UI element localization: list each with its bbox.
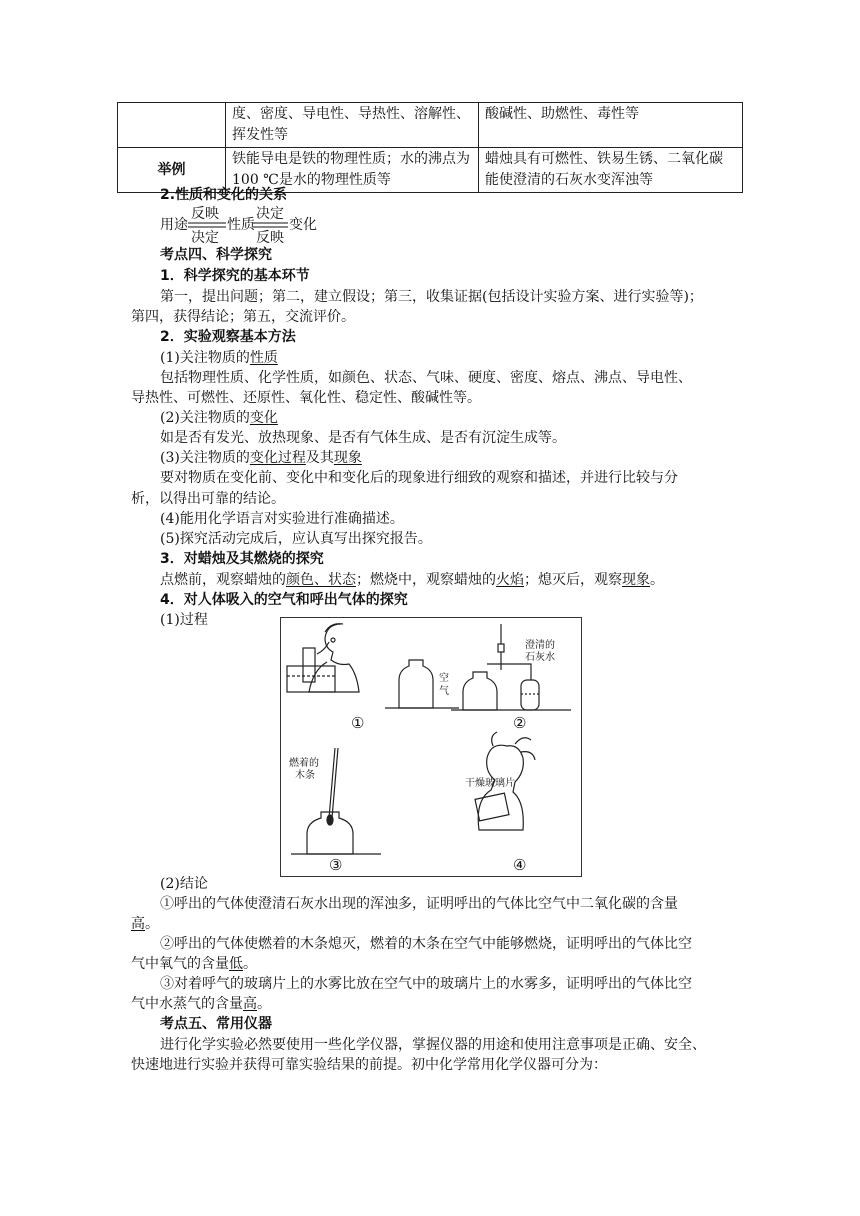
section-heading: 2.性质和变化的关系 [160, 187, 288, 203]
properties-table [117, 102, 743, 193]
s3-text-b: ；燃烧中，观察蜡烛的 [356, 572, 496, 588]
conclusion-label: (2)结论 [160, 876, 208, 892]
p2-heading [160, 408, 278, 428]
p3-heading [160, 448, 362, 468]
kd5-line1: 进行化学实验必然要使用一些化学仪器，掌握仪器的用途和使用注意事项是正确、安全、 [160, 1037, 706, 1053]
s3-title: 3．对蜡烛及其燃烧的探究 [160, 551, 324, 567]
physical-cell: 度、密度、导电性、导热性、溶解性、挥发性等 [226, 103, 479, 148]
chemical-cell: 蜡烛具有可燃性、铁易生锈、二氧化碳能使澄清的石灰水变浑浊等 [479, 148, 743, 193]
s1-line1: 第一，提出问题；第二，建立假设；第三，收集证据(包括设计实验方案、进行实验等)； [160, 289, 703, 305]
physical-cell: 铁能导电是铁的物理性质；水的沸点为100 ℃是水的物理性质等 [226, 148, 479, 193]
p1-prefix: (1)关注物质的 [160, 350, 250, 366]
relation-reflect-top: 反映 [191, 206, 219, 222]
c2-line1: ②呼出的气体使燃着的木条熄灭，燃着的木条在空气中能够燃烧，证明呼出的气体比空 [160, 936, 692, 952]
c3-pre: 气中水蒸气的含量 [131, 996, 243, 1012]
kd4-title: 考点四、科学探究 [160, 247, 272, 263]
s3-text-a: 点燃前，观察蜡烛的 [160, 572, 286, 588]
limewater-label-2: 石灰水 [525, 652, 555, 663]
s1-line2: 第四，获得结论；第五，交流评价。 [131, 309, 355, 325]
limewater-label-1: 澄清的 [525, 640, 555, 651]
p3-underline-1: 变化过程 [249, 450, 306, 466]
c2-line2 [131, 954, 257, 974]
relation-reflect-bottom: 反映 [256, 230, 284, 246]
air-label: 空气 [439, 673, 449, 697]
p5: (5)探究活动完成后，应认真写出探究报告。 [160, 531, 432, 547]
p3-prefix: (3)关注物质的 [160, 450, 250, 466]
c1-underline: 高 [131, 916, 145, 932]
s3-underline-2: 火焰 [496, 572, 524, 588]
panel-number-4: ④ [513, 856, 527, 874]
relation-diagram [160, 203, 340, 247]
s3-text-c: ；熄灭后，观察 [524, 572, 622, 588]
table-row [118, 103, 743, 148]
c3-underline: 高 [243, 996, 257, 1012]
c3-end: 。 [257, 996, 271, 1012]
stick-label-2: 木条 [295, 770, 315, 781]
c3-line2 [131, 994, 271, 1014]
c2-pre: 气中氧气的含量 [131, 956, 229, 972]
s4-title: 4．对人体吸入的空气和呼出气体的探究 [160, 592, 408, 608]
relation-decide-top: 决定 [256, 206, 284, 222]
panel-number-1: ① [351, 714, 365, 732]
p2-prefix: (2)关注物质的 [160, 410, 250, 426]
process-label: (1)过程 [160, 612, 208, 628]
c1-line1: ①呼出的气体使澄清石灰水出现的浑浊多，证明呼出的气体比空气中二氧化碳的含量 [160, 896, 678, 912]
stick-label-1: 燃着的 [289, 758, 319, 769]
p1-underline: 性质 [249, 350, 278, 366]
kd5-line2: 快速地进行实验并获得可靠实验结果的前提。初中化学常用化学仪器可分为： [131, 1057, 607, 1073]
p3-mid: 及其 [305, 450, 334, 466]
panel-number-3: ③ [329, 856, 343, 874]
p4: (4)能用化学语言对实验进行准确描述。 [160, 511, 404, 527]
experiment-figure [280, 617, 582, 877]
p2-line: 如是否有发光、放热现象、是否有气体生成、是否有沉淀生成等。 [160, 430, 566, 446]
s2-title: 2．实验观察基本方法 [160, 329, 296, 345]
c3-line1: ③对着呼气的玻璃片上的水雾比放在空气中的玻璃片上的水雾多，证明呼出的气体比空 [160, 976, 692, 992]
row-label [118, 103, 226, 148]
s3-text-d: 。 [650, 572, 664, 588]
s3-line [160, 570, 664, 590]
c2-underline: 低 [229, 956, 243, 972]
relation-use: 用途 [160, 217, 188, 233]
s3-underline-1: 颜色、状态 [286, 572, 356, 588]
relation-change: 变化 [289, 217, 317, 233]
panel-number-2: ② [513, 714, 527, 732]
p3-line1: 要对物质在变化前、变化中和变化后的现象进行细致的观察和描述，并进行比较与分 [160, 470, 678, 486]
p1-line1: 包括物理性质、化学性质，如颜色、状态、气味、硬度、密度、熔点、沸点、导电性、 [160, 370, 692, 386]
relation-decide-bottom: 决定 [191, 230, 219, 246]
glass-label: 干燥玻璃片 [465, 778, 515, 789]
kd5-title: 考点五、常用仪器 [160, 1016, 272, 1032]
p1-heading [160, 348, 278, 368]
c2-end: 。 [243, 956, 257, 972]
s3-underline-3: 现象 [622, 572, 650, 588]
c1-end: 。 [145, 916, 159, 932]
row-label: 举例 [118, 148, 226, 193]
relation-property: 性质 [227, 217, 255, 233]
p3-underline-2: 现象 [333, 450, 362, 466]
chemical-cell: 酸碱性、助燃性、毒性等 [479, 103, 743, 148]
p2-underline: 变化 [249, 410, 278, 426]
relation-arrows [160, 203, 340, 247]
c1-line2 [131, 914, 159, 934]
s1-title: 1．科学探究的基本环节 [160, 268, 310, 284]
p3-line2: 析，以得出可靠的结论。 [131, 491, 285, 507]
p1-line2: 导热性、可燃性、还原性、氧化性、稳定性、酸碱性等。 [131, 390, 481, 406]
